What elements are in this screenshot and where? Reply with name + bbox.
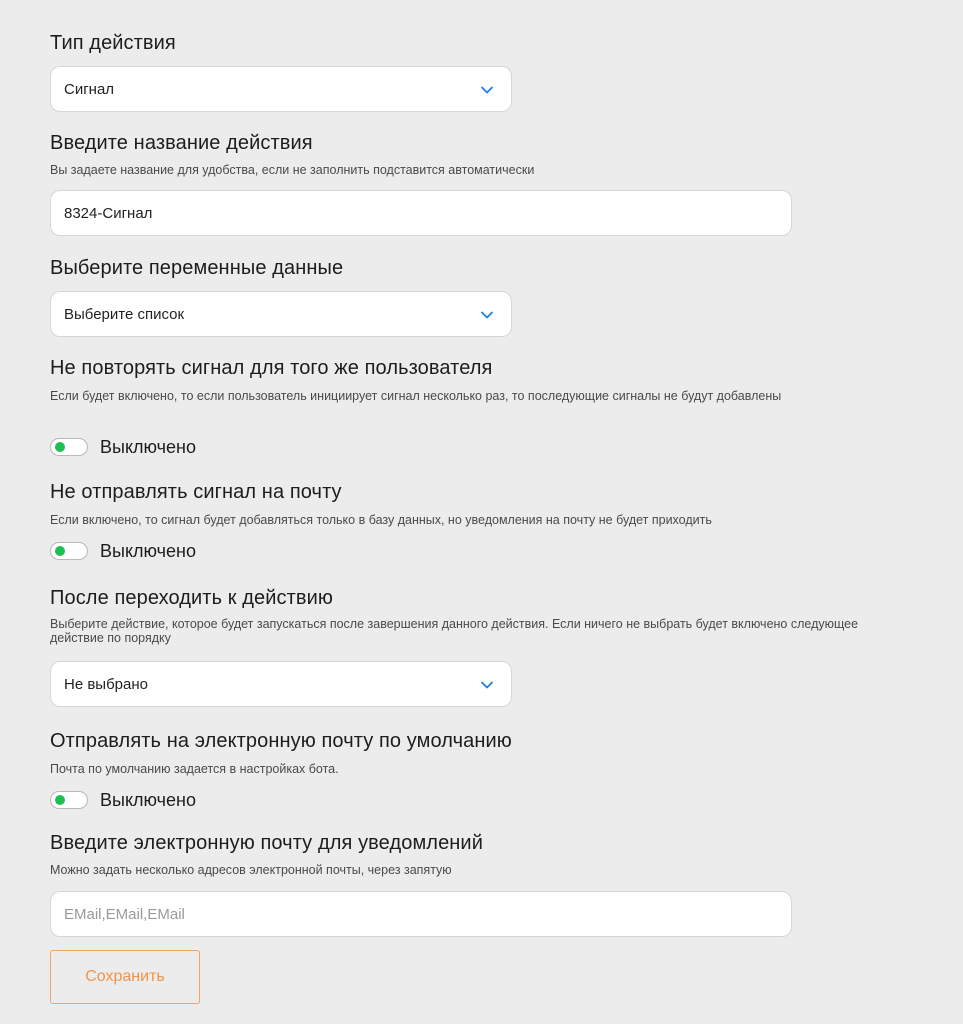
notify-email-input[interactable] — [50, 891, 792, 937]
next-action-value: Не выбрано — [64, 675, 148, 693]
next-action-select[interactable] — [50, 661, 512, 707]
no-email-toggle-label: Выключено — [100, 540, 196, 561]
action-name-value: 8324-Сигнал — [64, 204, 153, 222]
toggle-knob — [55, 546, 65, 556]
notify-email-description: Можно задать несколько адресов электронной почты, через запятую — [50, 863, 452, 877]
no-repeat-toggle[interactable] — [50, 438, 88, 456]
next-action-title: После переходить к действию — [50, 587, 333, 609]
no-repeat-toggle-label: Выключено — [100, 436, 196, 457]
notify-email-placeholder: EMail,EMail,EMail — [64, 905, 185, 923]
toggle-knob — [55, 442, 65, 452]
toggle-knob — [55, 795, 65, 805]
notify-email-title: Введите электронную почту для уведомлений — [50, 832, 483, 854]
default-email-toggle-label: Выключено — [100, 789, 196, 810]
chevron-down-icon — [479, 82, 495, 98]
default-email-title: Отправлять на электронную почту по умолчанию — [50, 730, 512, 752]
save-button[interactable]: Сохранить — [50, 950, 200, 1004]
default-email-toggle[interactable] — [50, 791, 88, 809]
no-repeat-toggle-row — [50, 435, 196, 459]
action-name-description: Вы задаете название для удобства, если не заполнить подставится автоматически — [50, 163, 535, 177]
chevron-down-icon — [479, 307, 495, 323]
no-email-title: Не отправлять сигнал на почту — [50, 481, 342, 503]
chevron-down-icon — [479, 677, 495, 693]
no-repeat-title: Не повторять сигнал для того же пользователя — [50, 357, 493, 379]
no-email-description: Если включено, то сигнал будет добавляться только в базу данных, но уведомления на почту не будет приходить — [50, 513, 712, 527]
next-action-description: Выберите действие, которое будет запускаться после завершения данного действия. Если ничего не выбрать будет включено следующее действие по порядку — [50, 617, 859, 645]
no-email-toggle[interactable] — [50, 542, 88, 560]
variables-value: Выберите список — [64, 305, 185, 323]
variables-select[interactable] — [50, 291, 512, 337]
action-name-input[interactable] — [50, 190, 792, 236]
action-type-select[interactable] — [50, 66, 512, 112]
action-type-value: Сигнал — [64, 80, 115, 98]
no-repeat-description: Если будет включено, то если пользователь инициирует сигнал несколько раз, то последующие сигналы не будут добавлены — [50, 389, 782, 403]
no-email-toggle-row — [50, 539, 196, 563]
default-email-toggle-row — [50, 788, 196, 812]
action-name-title: Введите название действия — [50, 132, 313, 154]
variables-title: Выберите переменные данные — [50, 257, 344, 279]
action-type-title: Тип действия — [50, 32, 176, 54]
default-email-description: Почта по умолчанию задается в настройках бота. — [50, 762, 339, 776]
